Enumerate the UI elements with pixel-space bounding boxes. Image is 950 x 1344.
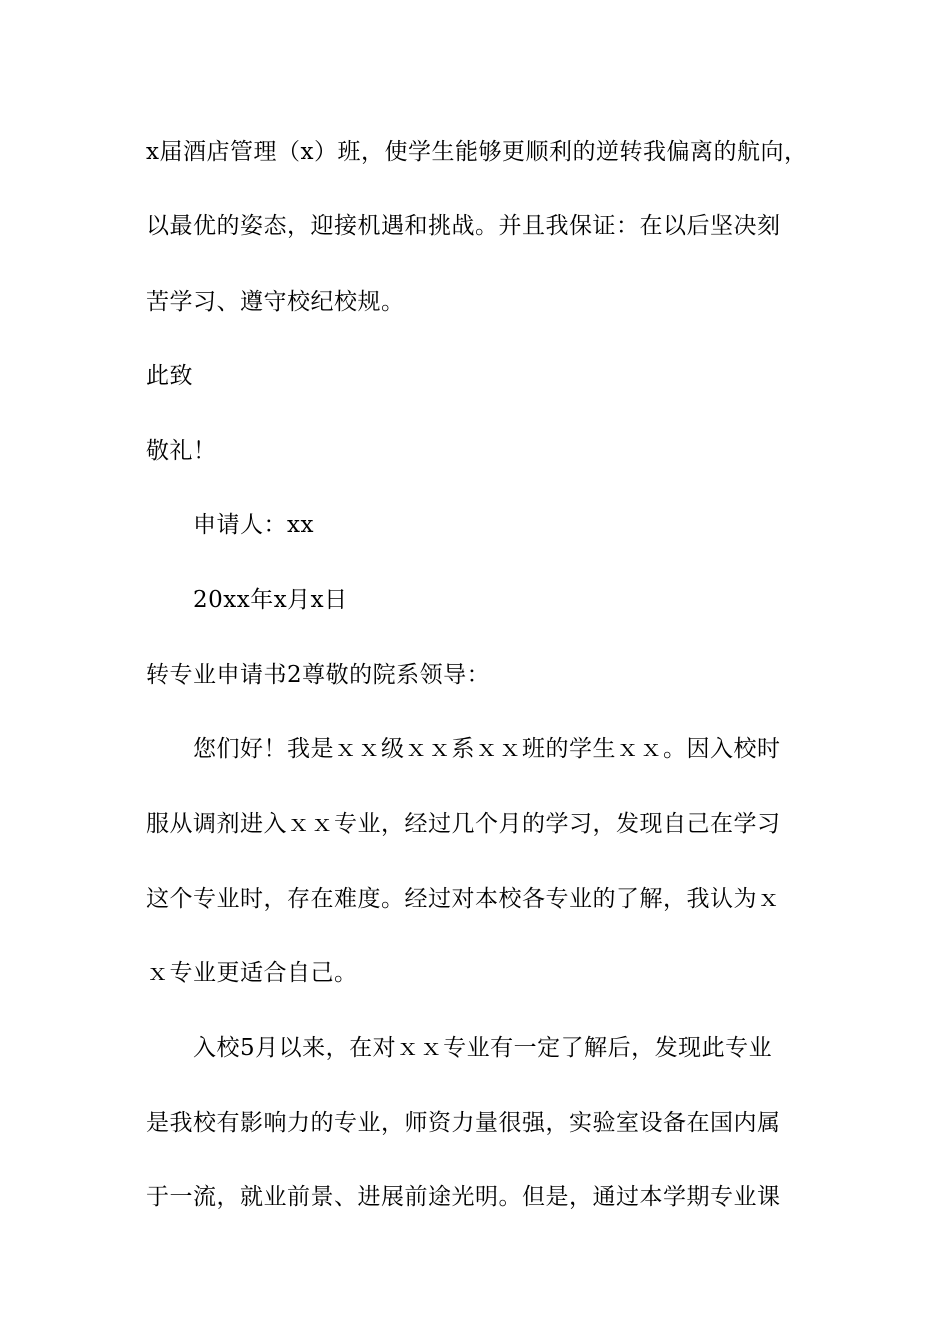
paragraph-line: 入校5月以来，在对ｘｘ专业有一定了解后，发现此专业 (193, 1035, 773, 1061)
salutation: 敬礼！ (146, 438, 217, 464)
applicant-signature: 申请人：xx (193, 512, 314, 538)
paragraph-line: 服从调剂进入ｘｘ专业，经过几个月的学习，发现自己在学习 (146, 811, 781, 837)
paragraph-line: 苦学习、遵守校纪校规。 (146, 289, 405, 315)
date-line: 20xx年x月x日 (193, 587, 348, 613)
section-heading: 转专业申请书2尊敬的院系领导： (146, 662, 491, 688)
paragraph-line: 于一流，就业前景、进展前途光明。但是，通过本学期专业课 (146, 1184, 781, 1210)
paragraph-line: 是我校有影响力的专业，师资力量很强，实验室设备在国内属 (146, 1110, 781, 1136)
paragraph-line: 您们好！我是ｘｘ级ｘｘ系ｘｘ班的学生ｘｘ。因入校时 (193, 736, 781, 762)
paragraph-line: 以最优的姿态，迎接机遇和挑战。并且我保证：在以后坚决刻 (146, 213, 781, 239)
paragraph-line: x届酒店管理（x）班，使学生能够更顺利的逆转我偏离的航向， (146, 139, 808, 165)
paragraph-line: ｘ专业更适合自己。 (146, 960, 358, 986)
closing-phrase: 此致 (146, 363, 193, 389)
paragraph-line: 这个专业时，存在难度。经过对本校各专业的了解，我认为ｘ (146, 886, 781, 912)
